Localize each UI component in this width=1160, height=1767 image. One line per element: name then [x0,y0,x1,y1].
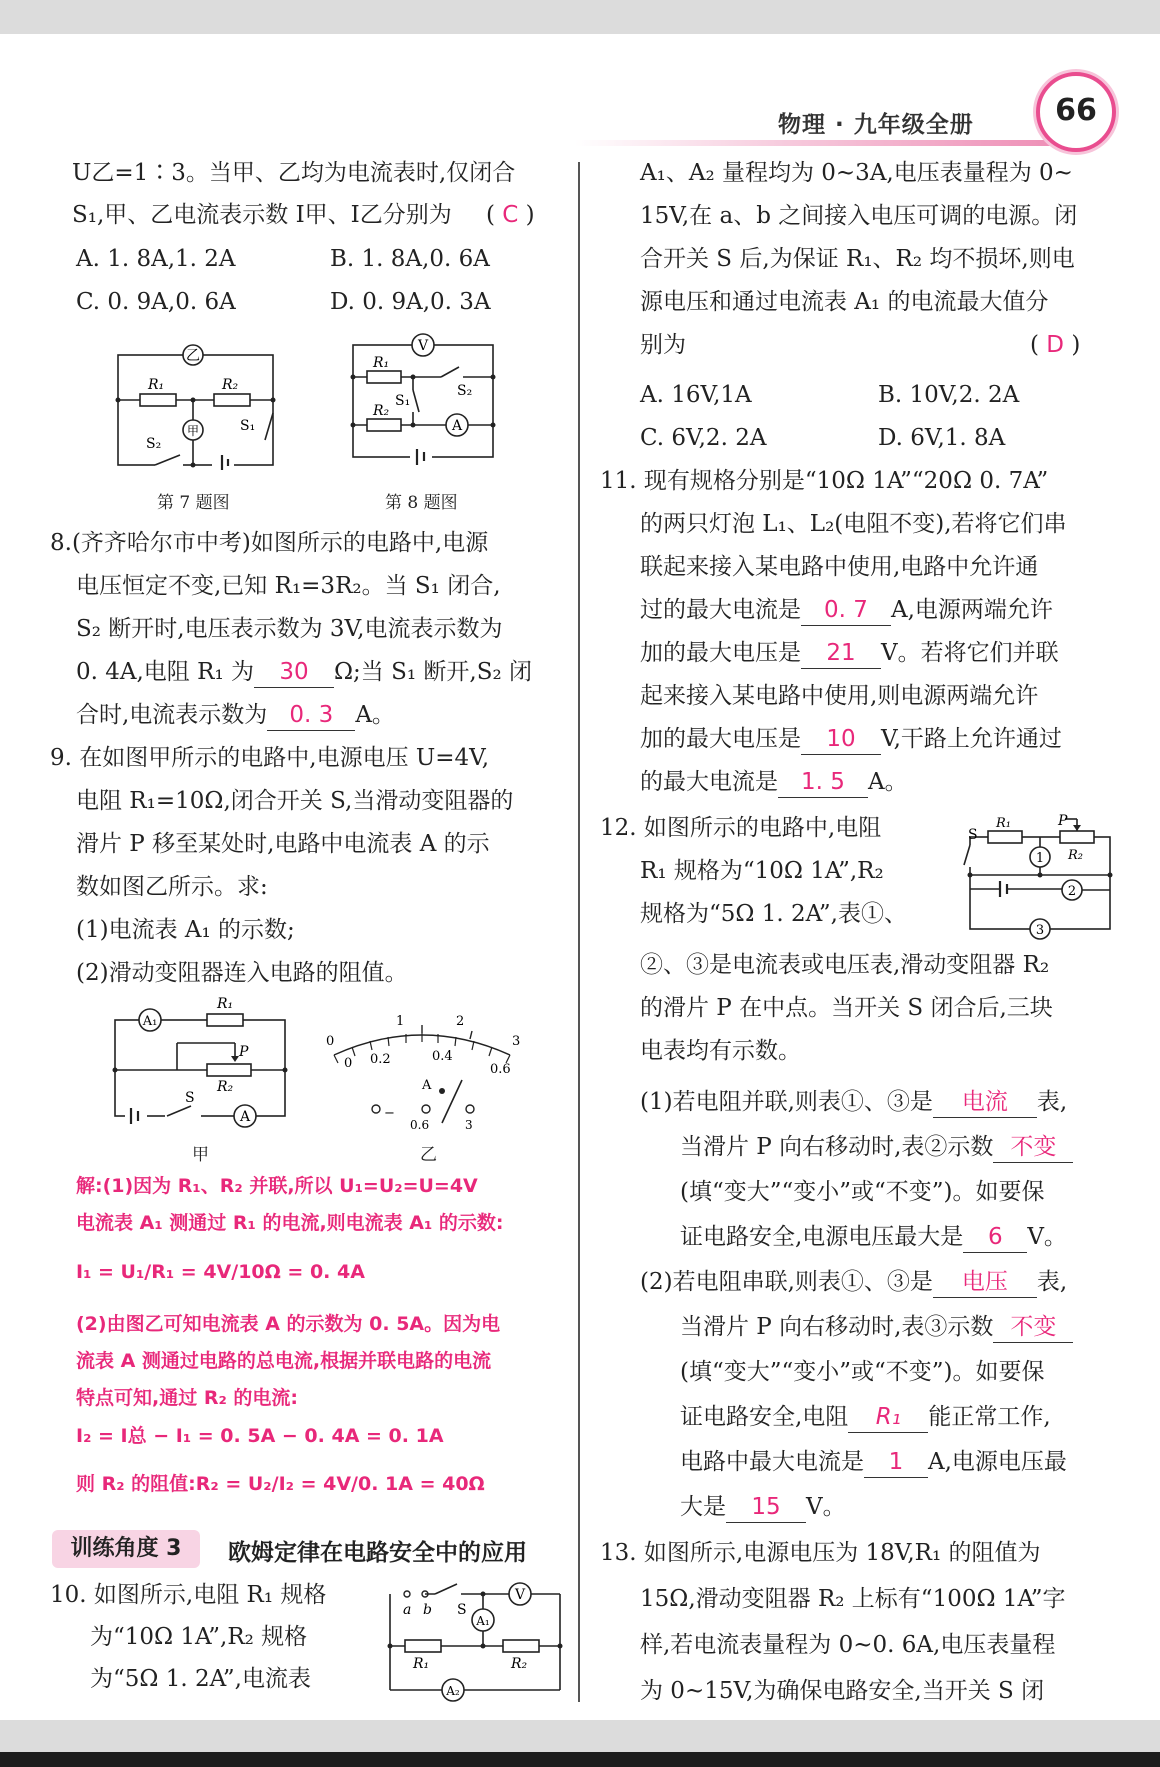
fig10-voltmeter: V [514,1587,526,1603]
q9-part2: (2)滑动变阻器连入电路的阻值。 [76,960,408,986]
figure-12-circuit [960,815,1115,940]
fig9b-upper-1: 1 [396,1014,405,1029]
q13-line2: 15Ω,滑动变阻器 R₂ 上标有“100Ω 1A”字 [640,1586,1066,1612]
q8-line1: 8.(齐齐哈尔市中考)如图所示的电路中,电源 [50,530,489,556]
q7-option-c: C. 0. 9A,0. 6A [76,289,236,315]
solution-line4: (2)由图乙可知电流表 A 的示数为 0. 5A。因为电 [76,1313,501,1335]
q12-line4: ②、③是电流表或电压表,滑动变阻器 R₂ [640,952,1050,978]
fig7-meter-jia: 甲 [186,424,200,438]
q11-blank-parallel-voltage: 10 [801,724,881,755]
figure-8-circuit [345,335,500,465]
fig9b-upper-3: 3 [512,1034,521,1049]
q10-option-d: D. 6V,1. 8A [878,425,1006,451]
fig7-label-s1: S₁ [240,418,256,434]
fig10-label-r2: R₂ [511,1656,528,1672]
q12-p9: 电路中最大电流是 1 A,电源电压最 [680,1447,1067,1478]
q10-line2: 为“10Ω 1A”,R₂ 规格 [90,1624,308,1650]
q12-blank-resistor: R₁ [848,1402,928,1433]
q7-answer: ( C ) [486,202,535,228]
q8-line5: 合时,电流表示数为 0. 3 A。 [76,700,395,731]
q12-p2: 当滑片 P 向右移动时,表②示数 不变 [680,1132,1073,1163]
q8-blank-current: 0. 3 [267,700,355,731]
fig12-meter-3: 3 [1035,923,1045,938]
fig9b-terminal-06: 0.6 [410,1118,430,1132]
fig9b-tick-0: 0 [344,1056,353,1071]
q7-option-b: B. 1. 8A,0. 6A [330,246,490,272]
q12-line2: R₁ 规格为“10Ω 1A”,R₂ [640,858,884,884]
q12-p4: 证电路安全,电源电压最大是 6 V。 [680,1222,1067,1253]
fig7-label-r2: R₂ [222,377,239,393]
q10c-line1: A₁、A₂ 量程均为 0~3A,电压表量程为 0~ [640,160,1073,186]
q8-line2: 电压恒定不变,已知 R₁=3R₂。当 S₁ 闭合, [76,573,501,599]
q12-p10: 大是 15 V。 [680,1492,846,1523]
q7-line1: U乙=1∶3。当甲、乙均为电流表时,仅闭合 [72,160,516,186]
q12-p6: 当滑片 P 向右移动时,表③示数 不变 [680,1312,1073,1343]
fig10-ammeter-a2: A₂ [446,1684,460,1698]
q9-line2: 电阻 R₁=10Ω,闭合开关 S,当滑动变阻器的 [76,788,514,814]
figure-10-circuit [385,1582,565,1698]
q11-line5: 加的最大电压是 21 V。若将它们并联 [640,638,1059,669]
solution-line2: 电流表 A₁ 测通过 R₁ 的电流,则电流表 A₁ 的示数: [76,1212,504,1234]
fig9b-caption: 乙 [420,1145,437,1165]
section-tag: 训练角度 3 [52,1530,200,1568]
fig7-meter-yi: 乙 [186,348,200,364]
q11-line4: 过的最大电流是 0. 7 A,电源两端允许 [640,595,1053,626]
q12-blank-max-current-series: 1 [864,1447,928,1478]
fig9b-tick-0.2: 0.2 [370,1052,391,1067]
q8-line3: S₂ 断开时,电压表示数为 3V,电流表示数为 [76,616,503,642]
q10c-line4: 源电压和通过电流表 A₁ 的电流最大值分 [640,289,1049,315]
q11-blank-trunk-current: 1. 5 [778,767,868,798]
q7-option-d: D. 0. 9A,0. 3A [330,289,491,315]
q12-blank-meter3-change: 不变 [993,1312,1073,1343]
fig8-ammeter: A [451,418,463,434]
figure-7-circuit [110,345,280,470]
fig9b-terminal-minus: − [384,1106,395,1121]
solution-line3: I₁ = U₁/R₁ = 4V/10Ω = 0. 4A [76,1261,365,1283]
fig7-label-r1: R₁ [148,377,165,393]
figure-9a-circuit [105,998,290,1128]
fig10-label-s: S [457,1602,467,1618]
fig8-label-s2: S₂ [457,383,473,399]
fig9a-label-p: P [239,1044,249,1060]
solution-line6: 特点可知,通过 R₂ 的电流: [76,1387,298,1409]
q7-option-a: A. 1. 8A,1. 2A [76,246,236,272]
q11-line6: 起来接入某电路中使用,则电源两端允许 [640,683,1039,709]
fig12-label-r1: R₁ [996,816,1011,831]
q10-option-a: A. 16V,1A [640,382,752,408]
q10c-line2: 15V,在 a、b 之间接入电压可调的电源。闭 [640,203,1078,229]
solution-line8: 则 R₂ 的阻值:R₂ = U₂/I₂ = 4V/0. 1A = 40Ω [76,1473,485,1495]
fig12-label-s: S [968,827,978,843]
fig9a-label-r2: R₂ [217,1079,234,1095]
viewer-top-bar [0,0,1160,34]
q11-blank-max-current: 0. 7 [801,595,891,626]
fig9a-label-s: S [185,1090,195,1106]
fig8-label-s1: S₁ [395,393,411,409]
q11-line8: 的最大电流是 1. 5 A。 [640,767,908,798]
q9-part1: (1)电流表 A₁ 的示数; [76,917,295,943]
q12-p5: (2)若电阻串联,则表①、③是 电压 表, [640,1267,1067,1298]
fig7-caption: 第 7 题图 [157,493,230,513]
fig10-terminal-b: b [423,1602,432,1618]
q10-option-c: C. 6V,2. 2A [640,425,767,451]
q13-line3: 样,若电流表量程为 0~0. 6A,电压表量程 [640,1632,1056,1658]
fig9b-upper-0: 0 [326,1034,335,1049]
fig9a-ammeter-a: A [239,1109,251,1125]
q11-line2: 的两只灯泡 L₁、L₂(电阻不变),若将它们串 [640,511,1067,537]
q10c-line3: 合开关 S 后,为保证 R₁、R₂ 均不损坏,则电 [640,246,1075,272]
header-decoration [575,140,1055,146]
q10-line1: 10. 如图所示,电阻 R₁ 规格 [50,1582,327,1608]
q9-line1: 9. 在如图甲所示的电路中,电源电压 U=4V, [50,745,490,771]
fig8-label-r2: R₂ [373,403,390,419]
fig12-label-r2: R₂ [1068,848,1083,863]
q12-blank-series-type: 电压 [933,1267,1037,1298]
fig9b-upper-2: 2 [456,1014,465,1029]
column-divider [578,162,580,1702]
q10-option-b: B. 10V,2. 2A [878,382,1020,408]
fig9b-tick-0.6: 0.6 [490,1062,511,1077]
figure-9b-ammeter-dial [322,1005,532,1135]
fig10-label-r1: R₁ [413,1656,430,1672]
fig10-ammeter-a1: A₁ [476,1614,490,1628]
fig8-caption: 第 8 题图 [385,493,458,513]
q11-line7: 加的最大电压是 10 V,干路上允许通过 [640,724,1062,755]
q12-p3: (填“变大”“变小”或“不变”)。如要保 [680,1179,1045,1205]
fig7-label-s2: S₂ [146,436,162,452]
q7-line2: S₁,甲、乙电流表示数 I甲、I乙分别为 [72,202,452,228]
q10-answer: ( D ) [1030,332,1081,358]
q10-line3: 为“5Ω 1. 2A”,电流表 [90,1666,311,1692]
fig8-voltmeter: V [417,338,429,354]
solution-line5: 流表 A 测通过电路的总电流,根据并联电路的电流 [76,1350,492,1372]
q12-blank-max-voltage-series: 15 [726,1492,806,1523]
header-title: 物理 · 九年级全册 [778,112,974,138]
q8-blank-r1: 30 [254,657,334,688]
q12-blank-parallel-type: 电流 [933,1087,1037,1118]
q12-line1: 12. 如图所示的电路中,电阻 [600,815,882,841]
q12-p7: (填“变大”“变小”或“不变”)。如要保 [680,1359,1045,1385]
q12-line3: 规格为“5Ω 1. 2A”,表①、 [640,901,907,927]
fig8-label-r1: R₁ [373,355,390,371]
fig9b-unit: A [422,1078,432,1093]
fig10-terminal-a: a [403,1602,412,1618]
q12-blank-meter2-change: 不变 [993,1132,1073,1163]
q12-blank-max-voltage-parallel: 6 [963,1222,1027,1253]
q8-line4: 0. 4A,电阻 R₁ 为 30 Ω;当 S₁ 断开,S₂ 闭 [76,657,532,688]
viewer-bottom-bar [0,1720,1160,1767]
page-number-badge: 66 [1036,72,1116,152]
q13-line1: 13. 如图所示,电源电压为 18V,R₁ 的阻值为 [600,1540,1041,1566]
fig9b-tick-0.4: 0.4 [432,1049,453,1064]
fig12-label-p: P [1058,813,1068,829]
fig9b-terminal-3: 3 [465,1118,473,1132]
solution-line7: I₂ = I总 − I₁ = 0. 5A − 0. 4A = 0. 1A [76,1425,444,1447]
fig9a-label-r1: R₁ [217,996,234,1012]
q11-line3: 联起来接入某电路中使用,电路中允许通 [640,554,1039,580]
fig12-meter-1: 1 [1035,851,1045,866]
q12-line6: 电表均有示数。 [640,1038,801,1064]
q9-line3: 滑片 P 移至某处时,电路中电流表 A 的示 [76,831,490,857]
fig9a-caption: 甲 [192,1145,209,1165]
q12-p1: (1)若电阻并联,则表①、③是 电流 表, [640,1087,1067,1118]
q12-line5: 的滑片 P 在中点。当开关 S 闭合后,三块 [640,995,1053,1021]
q10c-line5: 别为 [640,332,686,358]
fig9a-ammeter-a1: A₁ [142,1014,158,1029]
q13-line4: 为 0~15V,为确保电路安全,当开关 S 闭 [640,1678,1045,1704]
q9-line4: 数如图乙所示。求: [76,874,268,900]
q12-p8: 证电路安全,电阻 R₁ 能正常工作, [680,1402,1051,1433]
fig12-meter-2: 2 [1067,884,1077,899]
q11-blank-series-voltage: 21 [801,638,881,669]
q11-line1: 11. 现有规格分别是“10Ω 1A”“20Ω 0. 7A” [600,468,1049,494]
section-title: 欧姆定律在电路安全中的应用 [228,1540,527,1566]
solution-line1: 解:(1)因为 R₁、R₂ 并联,所以 U₁=U₂=U=4V [76,1175,478,1197]
